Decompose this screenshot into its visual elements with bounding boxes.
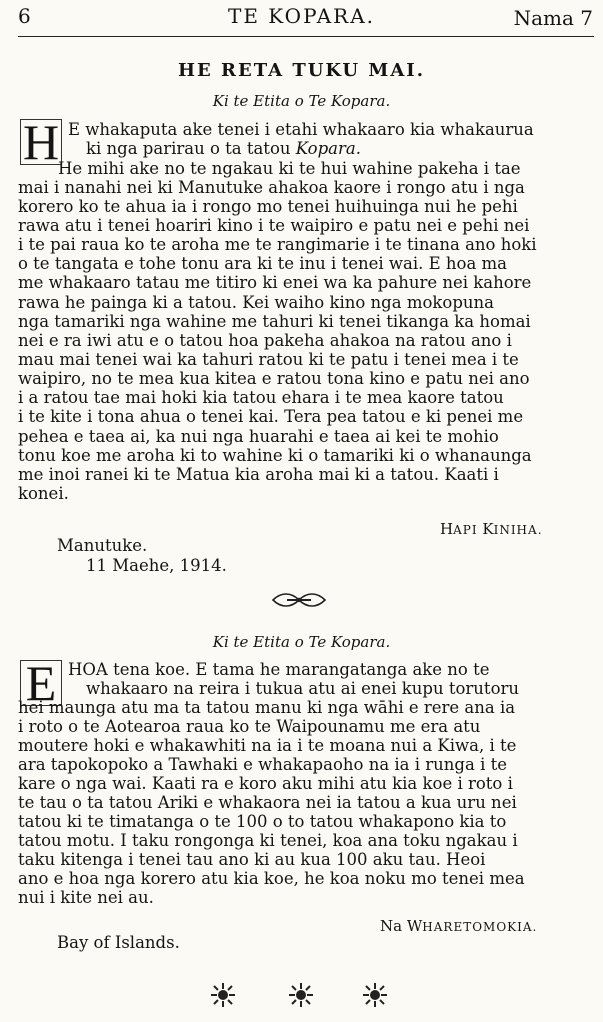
letter1-place: Manutuke. [57, 536, 148, 555]
letter2-place: Bay of Islands. [57, 933, 180, 952]
flower-ornament-icon [283, 981, 319, 1013]
letter2-line: ara tapokopoko a Tawhaki e whakapaoho na ia i runga i te [18, 755, 507, 774]
letter2-salutation: Ki te Etita o Te Kopara. [212, 633, 391, 651]
letter1-dropcap: H [20, 119, 62, 165]
letter1-signature: HAPI KINIHA. [440, 520, 543, 538]
letter2-line: moutere hoki e whakawhiti na ia i te moana nui a Kiwa, i te [18, 736, 517, 755]
letter2-line: whakaaro na reira i tukua atu ai enei kupu torutoru [86, 679, 520, 698]
header-rule [18, 36, 594, 37]
letter1-line: E whakaputa ake tenei i etahi whakaaro kia whakaurua [68, 120, 534, 139]
letter1-line: korero ko te ahua ia i rongo mo tenei huihuinga nui he pehi [18, 197, 518, 216]
letter1-line: nga tamariki nga wahine me tahuri ki tenei tikanga ka homai [18, 312, 531, 331]
letter2-line: hei maunga atu ma ta tatou manu ki nga wāhi e rere ana ia [18, 698, 516, 717]
letter2-line: ano e hoa nga korero atu kia koe, he koa noku mo tenei mea [18, 869, 525, 888]
section-title: HE RETA TUKU MAI. [178, 60, 425, 81]
running-title: TE KOPARA. [227, 4, 376, 28]
letter2-line: HOA tena koe. E tama he marangatanga ake no te [68, 660, 490, 679]
letter2-line: tatou ki te timatanga o te 100 o to tatou whakapono kia to [18, 812, 507, 831]
letter1-line: pehea e taea ai, ka nui nga huarahi e taea ai kei te mohio [18, 427, 499, 446]
letter1-line: me inoi ranei ki te Matua kia aroha mai ki a tatou. Kaati i [18, 465, 499, 484]
letter2-line: te tau o ta tatou Ariki e whakaora nei ia tatou a kua uru nei [18, 793, 517, 812]
letter1-line: me whakaaro tatau me titiro ki enei wa ka pahure nei kahore [18, 273, 532, 292]
letter1-line: i a ratou tae mai hoki kia tatou ehara i te mea kaore tatou [18, 388, 504, 407]
letter1-line: rawa he painga ki a tatou. Kei waiho kino nga mokopuna [18, 293, 494, 312]
letter1-line: mai i nanahi nei ki Manutuke ahakoa kaore i rongo atu i nga [18, 178, 525, 197]
flower-ornament-icon [357, 981, 393, 1013]
letter1-line: i te kite i tona ahua o tenei kai. Tera pea tatou e ki penei me [18, 407, 524, 426]
letter1-line: konei. [18, 484, 69, 503]
letter1-line: i te pai raua ko te aroha me te rangimarie i te tinana ano hoki [18, 235, 537, 254]
letter1-line: waipiro, no te mea kua kitea e ratou tona kino e patu nei ano [18, 369, 530, 388]
flower-ornament-icon [205, 981, 241, 1013]
letter1-line: nei e ra iwi atu e o tatou hoa pakeha ahakoa na ratou ano i [18, 331, 512, 350]
letter1-line: rawa atu i tenei hoariri kino i te waipiro e patu nei e pehi nei [18, 216, 530, 235]
letter2-line: kare o nga wai. Kaati ra e koro aku mihi atu kia koe i roto i [18, 774, 513, 793]
ornament-divider-icon [271, 592, 327, 612]
letter1-line: He mihi ake no te ngakau ki te hui wahine pakeha i tae [58, 159, 521, 178]
letter2-line: nui i kite nei au. [18, 888, 154, 907]
kopara-italic: Kopara. [295, 139, 361, 158]
letter2-line: taku kitenga i tenei tau ano ki au kua 100 aku tau. Heoi [18, 850, 486, 869]
letter2-line: i roto o te Aotearoa raua ko te Waipounamu me era atu [18, 717, 481, 736]
letter1-line: ki nga parirau o ta tatou Kopara. [86, 139, 361, 158]
letter1-line: o te tangata e tohe tonu ara ki te inu i tenei wai. E hoa ma [18, 254, 508, 273]
page-number: 6 [18, 4, 31, 28]
issue-number: Nama 7 [513, 6, 593, 30]
letter2-signature: Na WHARETOMOKIA. [380, 917, 538, 935]
letter2-dropcap: E [20, 660, 62, 706]
letter1-salutation: Ki te Etita o Te Kopara. [212, 92, 391, 110]
letter1-line: tonu koe me aroha ki to wahine ki o tamariki ki o whanaunga [18, 446, 532, 465]
letter2-line: tatou motu. I taku rongonga ki tenei, koa ana toku ngakau i [18, 831, 518, 850]
letter1-date: 11 Maehe, 1914. [86, 556, 227, 575]
letter1-line: mau mai tenei wai ka tahuri ratou ki te patu i tenei mea i te [18, 350, 519, 369]
